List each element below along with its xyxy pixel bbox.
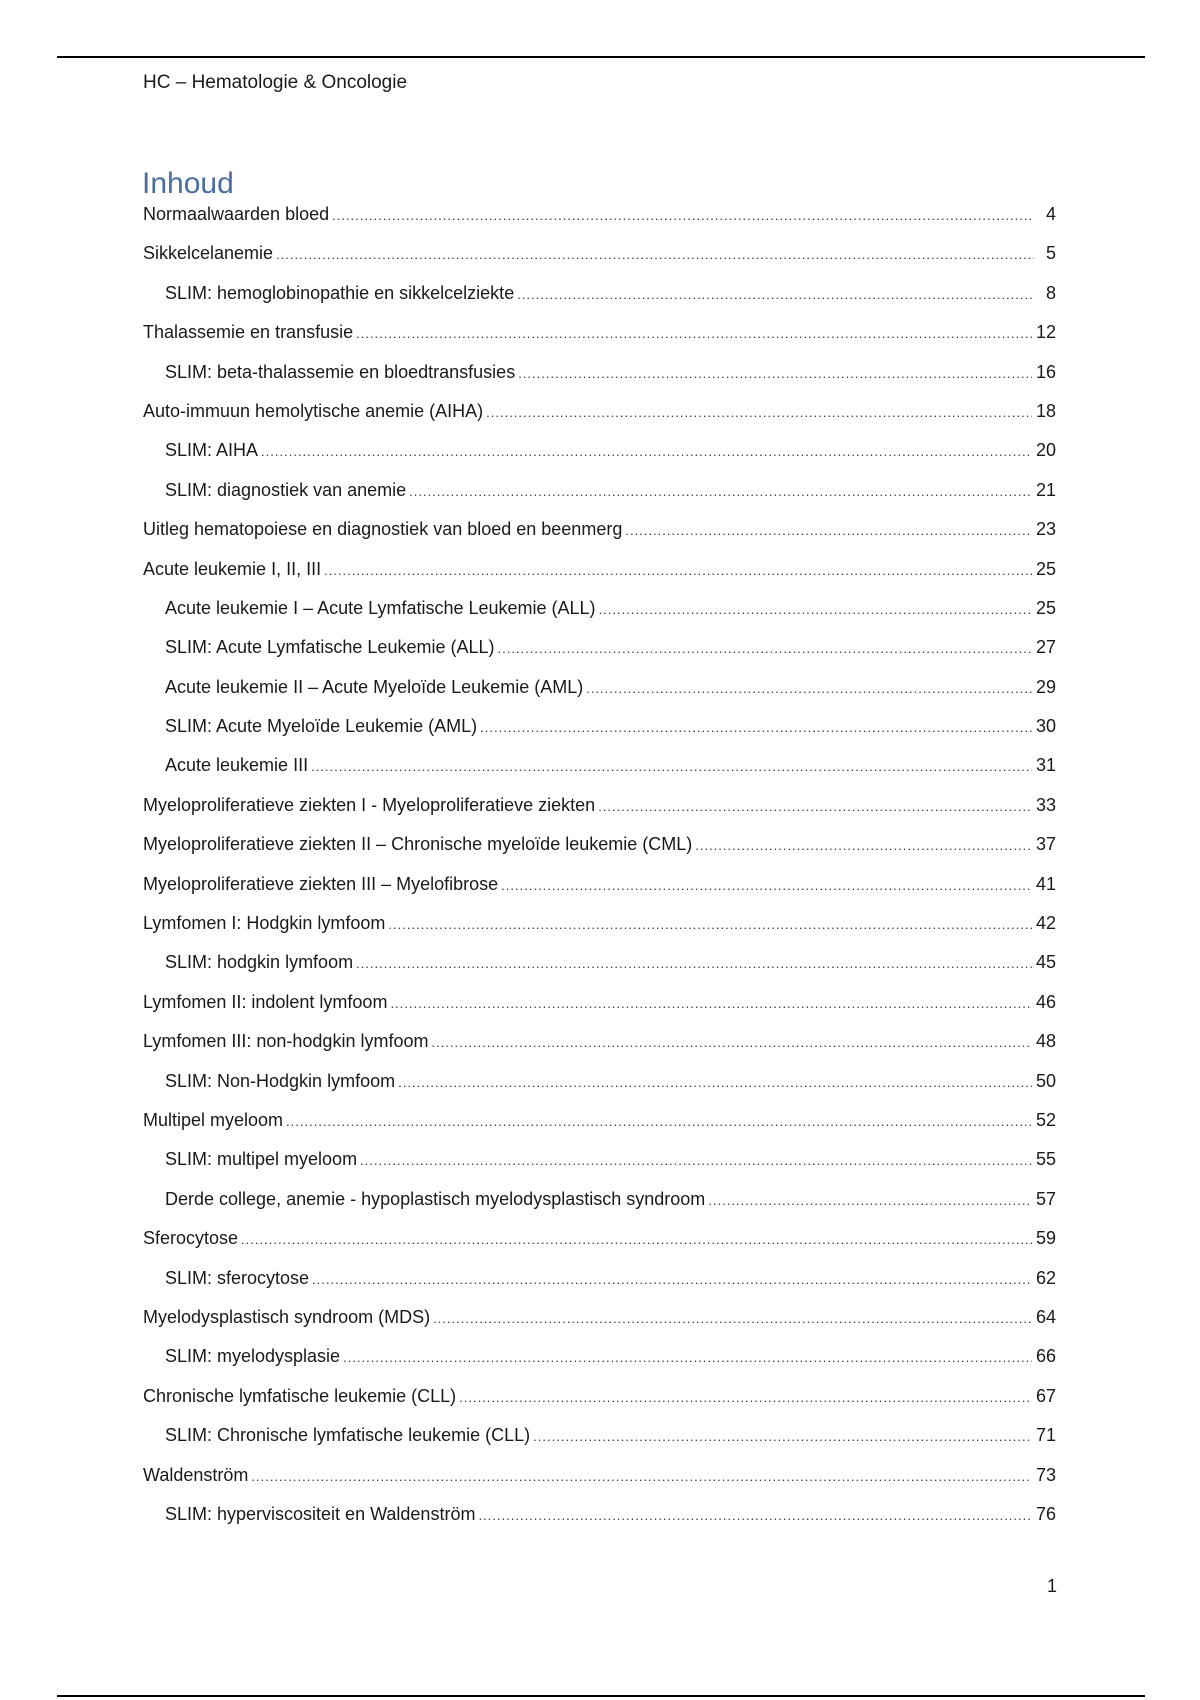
toc-dot-leader [480, 720, 1032, 735]
toc-entry-page[interactable]: 27 [1035, 637, 1056, 658]
toc-dot-leader [390, 996, 1032, 1011]
toc-dot-leader [501, 878, 1032, 893]
toc-entry-page[interactable]: 33 [1035, 794, 1056, 815]
toc-dot-leader [478, 1508, 1032, 1523]
toc-dot-leader [517, 287, 1034, 302]
toc-entry-label[interactable]: SLIM: Acute Lymfatische Leukemie (ALL) [165, 637, 495, 658]
toc-entry-page[interactable]: 50 [1035, 1070, 1056, 1091]
toc-entry-page[interactable]: 4 [1045, 204, 1056, 224]
toc-entry-page[interactable]: 23 [1035, 519, 1056, 540]
toc-entry-page[interactable]: 16 [1035, 361, 1056, 382]
toc-entry[interactable] [143, 322, 1056, 361]
toc-entry-label[interactable]: Sferocytose [143, 1228, 239, 1249]
toc-dot-leader [497, 641, 1031, 656]
toc-entry[interactable] [143, 637, 1056, 676]
toc-entry[interactable] [143, 480, 1056, 519]
toc-dot-leader [286, 1114, 1032, 1129]
toc-entry[interactable] [143, 677, 1056, 716]
toc-entry-label[interactable]: Myelodysplastisch syndroom (MDS) [143, 1306, 431, 1327]
toc-dot-leader [599, 602, 1032, 617]
toc-dot-leader [433, 1311, 1032, 1326]
toc-dot-leader [398, 1075, 1032, 1090]
toc-dot-leader [518, 366, 1032, 381]
toc-entry[interactable] [143, 440, 1056, 479]
toc-dot-leader [360, 1153, 1032, 1168]
toc-entry-label[interactable]: Lymfomen II: indolent lymfoom [143, 991, 388, 1012]
toc-entry-page[interactable]: 67 [1035, 1385, 1056, 1406]
toc-entry-page[interactable]: 41 [1035, 873, 1056, 894]
toc-dot-leader [459, 1390, 1032, 1405]
toc-entry-page[interactable]: 55 [1035, 1149, 1056, 1170]
toc-dot-leader [356, 326, 1032, 341]
toc-entry-label[interactable]: SLIM: hodgkin lymfoom [165, 952, 354, 973]
toc-entry[interactable] [143, 834, 1056, 873]
toc-entry-label[interactable]: SLIM: Acute Myeloïde Leukemie (AML) [165, 716, 478, 737]
toc-entry-label[interactable]: SLIM: Non-Hodgkin lymfoom [165, 1070, 396, 1091]
toc-entry-label[interactable]: SLIM: beta-thalassemie en bloedtransfusies [165, 361, 516, 382]
toc-entry-page[interactable]: 18 [1035, 400, 1056, 421]
toc-heading: Inhoud [142, 167, 234, 200]
toc-dot-leader [241, 1232, 1032, 1247]
toc-entry-label[interactable]: Lymfomen I: Hodgkin lymfoom [143, 913, 386, 934]
toc-dot-leader [356, 956, 1032, 971]
toc-entry-page[interactable]: 8 [1045, 282, 1056, 303]
toc-entry-label[interactable]: Chronische lymfatische leukemie (CLL) [143, 1385, 457, 1406]
toc-entry-label[interactable]: Acute leukemie I, II, III [143, 558, 322, 579]
toc-dot-leader [251, 1469, 1032, 1484]
toc-entry-label[interactable]: SLIM: diagnostiek van anemie [165, 479, 407, 500]
toc-entry[interactable] [143, 204, 1056, 243]
toc-entry[interactable] [143, 1031, 1056, 1070]
toc-entry-label[interactable]: SLIM: Chronische lymfatische leukemie (CLL) [165, 1425, 531, 1446]
toc-entry[interactable] [143, 362, 1056, 401]
toc-entry-label[interactable]: Normaalwaarden bloed [143, 204, 330, 224]
toc-dot-leader [708, 1193, 1032, 1208]
toc-entry-page[interactable]: 59 [1035, 1228, 1056, 1249]
toc-entry-label[interactable]: Myeloproliferatieve ziekten II – Chronische myeloïde leukemie (CML) [143, 834, 693, 855]
toc-entry-page[interactable]: 45 [1035, 952, 1056, 973]
toc-dot-leader [533, 1429, 1032, 1444]
toc-dot-leader [324, 563, 1032, 578]
toc-entry-page[interactable]: 73 [1035, 1464, 1056, 1485]
toc-entry-page[interactable]: 37 [1035, 834, 1056, 855]
toc-entry-label[interactable]: SLIM: multipel myeloom [165, 1149, 358, 1170]
toc-entry[interactable] [143, 1425, 1056, 1464]
toc-entry-page[interactable]: 29 [1035, 676, 1056, 697]
toc-entry-label[interactable]: Myeloproliferatieve ziekten I - Myeloproliferatieve ziekten [143, 794, 596, 815]
toc-entry-label[interactable]: Sikkelcelanemie [143, 243, 274, 264]
toc-entry[interactable] [143, 1071, 1056, 1110]
toc-entry-page[interactable]: 64 [1035, 1306, 1056, 1327]
toc-entry[interactable] [143, 1504, 1056, 1543]
toc-dot-leader [261, 444, 1032, 459]
toc-entry-page[interactable]: 42 [1035, 913, 1056, 934]
toc-entry[interactable] [143, 283, 1056, 322]
toc-entry-label[interactable]: Lymfomen III: non-hodgkin lymfoom [143, 1031, 429, 1052]
toc-entry[interactable] [143, 716, 1056, 755]
toc-entry-label[interactable]: Acute leukemie I – Acute Lymfatische Leukemie (ALL) [165, 597, 596, 618]
toc-entry-label[interactable]: SLIM: AIHA [165, 440, 259, 461]
toc-entry[interactable] [143, 1307, 1056, 1346]
toc-dot-leader [431, 1035, 1032, 1050]
header-rule [57, 56, 1145, 58]
toc-entry[interactable] [143, 874, 1056, 913]
toc-entry-page[interactable]: 76 [1035, 1503, 1056, 1524]
toc-entry[interactable] [143, 598, 1056, 637]
toc-dot-leader [312, 1272, 1032, 1287]
toc-dot-leader [311, 759, 1032, 774]
toc-entry[interactable] [143, 559, 1056, 598]
toc-entry[interactable] [143, 401, 1056, 440]
toc-entry-label[interactable]: SLIM: sferocytose [165, 1267, 310, 1288]
toc-entry[interactable] [143, 519, 1056, 558]
toc-entry-label[interactable]: Uitleg hematopoiese en diagnostiek van bloed en beenmerg [143, 519, 623, 540]
footer-rule [57, 1695, 1145, 1697]
toc-dot-leader [625, 523, 1032, 538]
toc-dot-leader [486, 405, 1032, 420]
toc-entry-label[interactable]: Multipel myeloom [143, 1109, 284, 1130]
toc-dot-leader [598, 799, 1032, 814]
page-number: 1 [1046, 1576, 1057, 1596]
toc-entry[interactable] [143, 755, 1056, 794]
toc-entry[interactable] [143, 1465, 1056, 1504]
toc-entry-label[interactable]: SLIM: hyperviscositeit en Waldenström [165, 1503, 476, 1524]
toc-entry-label[interactable]: Acute leukemie II – Acute Myeloïde Leukemie (AML) [165, 676, 584, 697]
toc-entry[interactable] [143, 243, 1056, 282]
toc-entry[interactable] [143, 1110, 1056, 1149]
toc-entry-page[interactable]: 21 [1035, 479, 1056, 500]
toc-entry-page[interactable]: 25 [1035, 558, 1056, 579]
table-of-contents [143, 204, 1056, 1543]
toc-entry[interactable] [143, 1228, 1056, 1267]
toc-entry-label[interactable]: SLIM: myelodysplasie [165, 1346, 341, 1367]
toc-dot-leader [586, 681, 1032, 696]
toc-dot-leader [343, 1350, 1032, 1365]
toc-entry-label[interactable]: Thalassemie en transfusie [143, 322, 354, 343]
toc-entry-page[interactable]: 30 [1035, 716, 1056, 737]
toc-dot-leader [332, 208, 1034, 223]
toc-entry-page[interactable]: 5 [1045, 243, 1056, 264]
toc-entry-label[interactable]: Auto-immuun hemolytische anemie (AIHA) [143, 400, 484, 421]
toc-entry-page[interactable]: 62 [1035, 1267, 1056, 1288]
toc-entry-label[interactable]: Derde college, anemie - hypoplastisch myelodysplastisch syndroom [165, 1188, 706, 1209]
toc-entry[interactable] [143, 795, 1056, 834]
toc-entry[interactable] [143, 1346, 1056, 1385]
toc-dot-leader [388, 917, 1032, 932]
toc-entry-page[interactable]: 46 [1035, 991, 1056, 1012]
toc-entry-page[interactable]: 52 [1035, 1109, 1056, 1130]
toc-entry-label[interactable]: Myeloproliferatieve ziekten III – Myelofibrose [143, 873, 499, 894]
toc-entry-page[interactable]: 12 [1035, 322, 1056, 343]
toc-entry-page[interactable]: 71 [1035, 1425, 1056, 1446]
toc-entry[interactable] [143, 952, 1056, 991]
running-header: HC – Hematologie & Oncologie [143, 72, 408, 93]
toc-entry-page[interactable]: 48 [1035, 1031, 1056, 1052]
toc-entry[interactable] [143, 913, 1056, 952]
toc-entry-page[interactable]: 25 [1035, 597, 1056, 618]
toc-entry-label[interactable]: Waldenström [143, 1464, 249, 1485]
toc-entry[interactable] [143, 1268, 1056, 1307]
toc-entry[interactable] [143, 1189, 1056, 1228]
toc-dot-leader [276, 247, 1034, 262]
toc-entry-label[interactable]: Acute leukemie III [165, 755, 309, 776]
toc-entry[interactable] [143, 992, 1056, 1031]
toc-entry-page[interactable]: 20 [1035, 440, 1056, 461]
toc-dot-leader [409, 484, 1032, 499]
toc-entry-page[interactable]: 57 [1035, 1188, 1056, 1209]
toc-dot-leader [695, 838, 1032, 853]
toc-entry[interactable] [143, 1149, 1056, 1188]
toc-entry-page[interactable]: 66 [1035, 1346, 1056, 1367]
toc-entry-page[interactable]: 31 [1035, 755, 1056, 776]
toc-entry[interactable] [143, 1386, 1056, 1425]
toc-entry-label[interactable]: SLIM: hemoglobinopathie en sikkelcelziekte [165, 282, 515, 303]
